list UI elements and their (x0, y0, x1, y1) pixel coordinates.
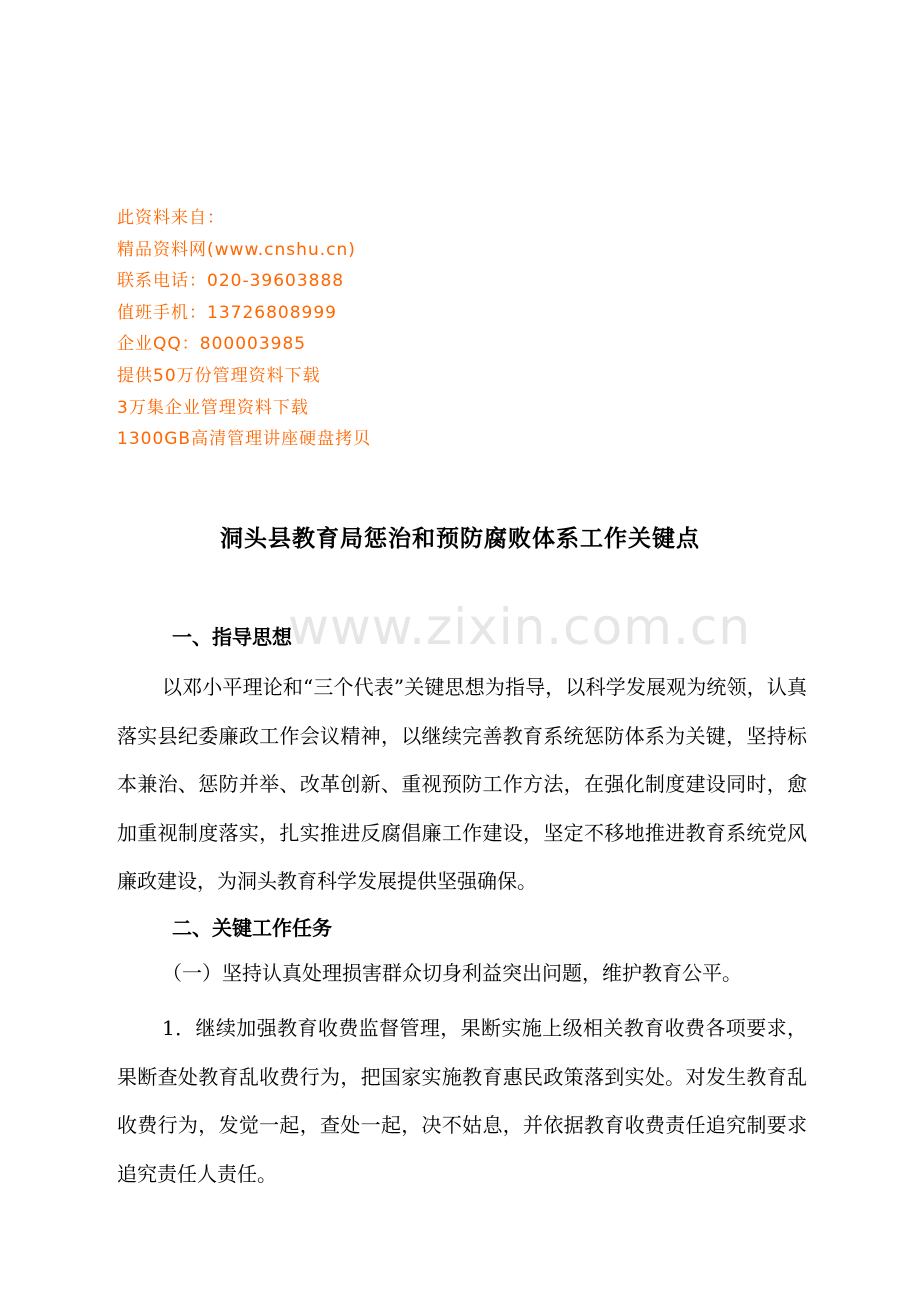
subsection-heading: （一）坚持认真处理损害群众切身利益突出问题，维护教育公平。 (162, 961, 742, 985)
ad-line-offer-2: 3万集企业管理资料下载 (117, 397, 309, 418)
section-heading-key-tasks: 二、关键工作任务 (172, 916, 332, 940)
paragraph-guiding-thought: 以邓小平理论和“三个代表”关键思想为指导，以科学发展观为统领，认真落实县纪委廉政工作会议精神，以继续完善教育系统惩防体系为关键，坚持标本兼治、惩防并举、改革创新、重视预防工作方法，在强化制度建设同时，愈加重视制度落实，扎实推进反腐倡廉工作建设，坚定不移地推进教育系统党风廉政建设，为洞头教育科学发展提供坚强确保。 (117, 675, 807, 894)
ad-line-offer-1: 提供50万份管理资料下载 (117, 365, 321, 386)
ad-line-phone: 联系电话：020-39603888 (117, 271, 345, 292)
paragraph-item-1: 1．继续加强教育收费监督管理，果断实施上级相关教育收费各项要求，果断查处教育乱收费行为，把国家实施教育惠民政策落到实处。对发生教育乱收费行为，发觉一起，查处一起，决不姑息，并依据教育收费责任追究制要求追究责任人责任。 (117, 1016, 807, 1186)
ad-line-source: 此资料来自： (117, 208, 225, 228)
ad-line-qq: 企业QQ：800003985 (117, 334, 307, 355)
document-title: 洞头县教育局惩治和预防腐败体系工作关键点 (220, 525, 700, 552)
source-ad-block (117, 203, 371, 456)
ad-line-mobile: 值班手机：13726808999 (117, 302, 337, 323)
section-heading-guiding-thought: 一、指导思想 (172, 625, 292, 649)
ad-line-offer-3: 1300GB高清管理讲座硬盘拷贝 (117, 429, 372, 450)
ad-line-website: 精品资料网(www.cnshu.cn) (117, 239, 356, 260)
watermark: www.zixin.com.cn (288, 598, 752, 656)
